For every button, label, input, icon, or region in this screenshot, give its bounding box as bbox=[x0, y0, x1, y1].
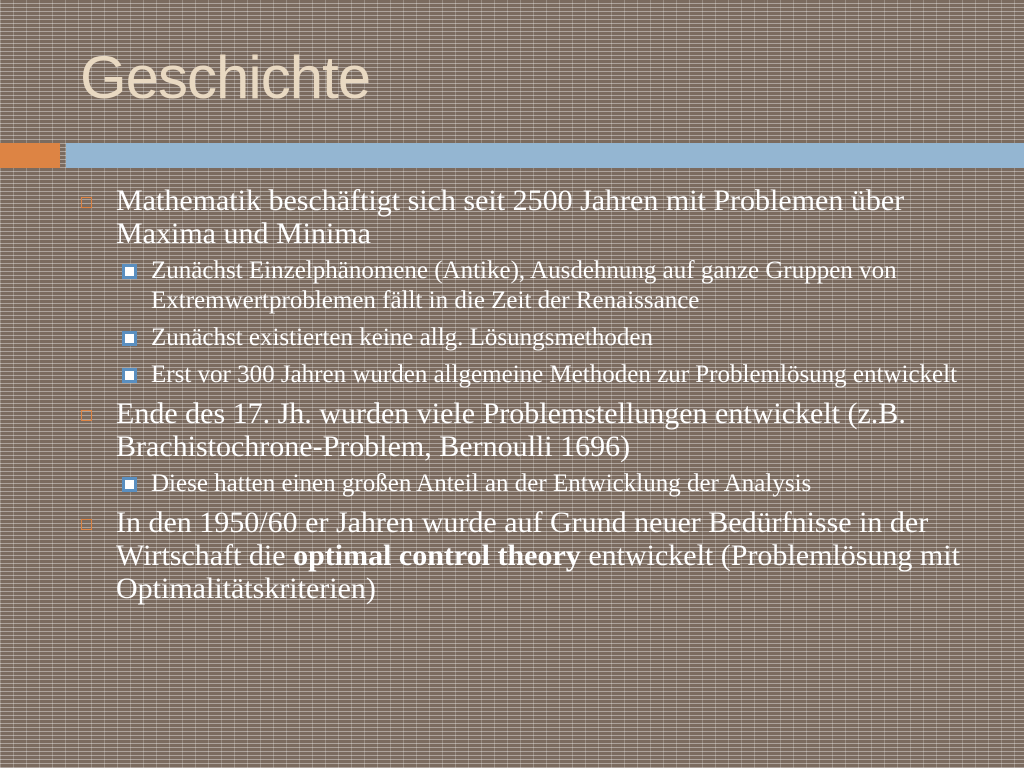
slide-title: Geschichte bbox=[80, 44, 371, 111]
bullet-text: Mathematik beschäftigt sich seit 2500 Jahren mit Problemen über Maxima und Minima bbox=[116, 184, 905, 250]
square-bullet-icon bbox=[81, 410, 92, 421]
bullet-item bbox=[0, 397, 1024, 463]
bullet-text-after: entwickelt (Problemlösung mit Optimalitätskriterien) bbox=[116, 539, 960, 605]
filled-square-bullet-icon bbox=[122, 264, 137, 279]
bullet-item bbox=[0, 184, 1024, 250]
bullet-item bbox=[0, 506, 1024, 605]
sub-bullet-item bbox=[0, 360, 1024, 390]
sub-bullet-text: Erst vor 300 Jahren wurden allgemeine Methoden zur Problemlösung entwickelt bbox=[151, 361, 958, 388]
square-bullet-icon bbox=[81, 197, 92, 208]
sub-bullet-text: Zunächst Einzelphänomene (Antike), Ausdehnung auf ganze Gruppen von Extremwertproblemen fällt in die Zeit der Renaissance bbox=[151, 257, 897, 314]
sub-bullet-item bbox=[0, 256, 1024, 316]
filled-square-bullet-icon bbox=[122, 368, 137, 383]
bullet-text-before: In den 1950/60 er Jahren wurde auf Grund neuer Bedürfnisse in der Wirtschaft die bbox=[116, 506, 929, 572]
sub-bullet-text: Diese hatten einen großen Anteil an der Entwicklung der Analysis bbox=[151, 470, 812, 497]
bullet-emphasis: optimal control theory bbox=[293, 539, 581, 572]
bullet-text: Ende des 17. Jh. wurden viele Problemstellungen entwickelt (z.B. Brachistochrone-Problem, Bernoulli 1696) bbox=[116, 397, 906, 463]
filled-square-bullet-icon bbox=[122, 331, 137, 346]
bullet-list bbox=[0, 184, 1024, 611]
sub-bullet-item bbox=[0, 469, 1024, 499]
sub-bullet-item bbox=[0, 323, 1024, 353]
sub-bullet-text: Zunächst existierten keine allg. Lösungsmethoden bbox=[151, 324, 653, 351]
square-bullet-icon bbox=[81, 519, 92, 530]
filled-square-bullet-icon bbox=[122, 477, 137, 492]
accent-bar-orange bbox=[0, 143, 60, 168]
accent-bar-blue bbox=[66, 143, 1024, 168]
